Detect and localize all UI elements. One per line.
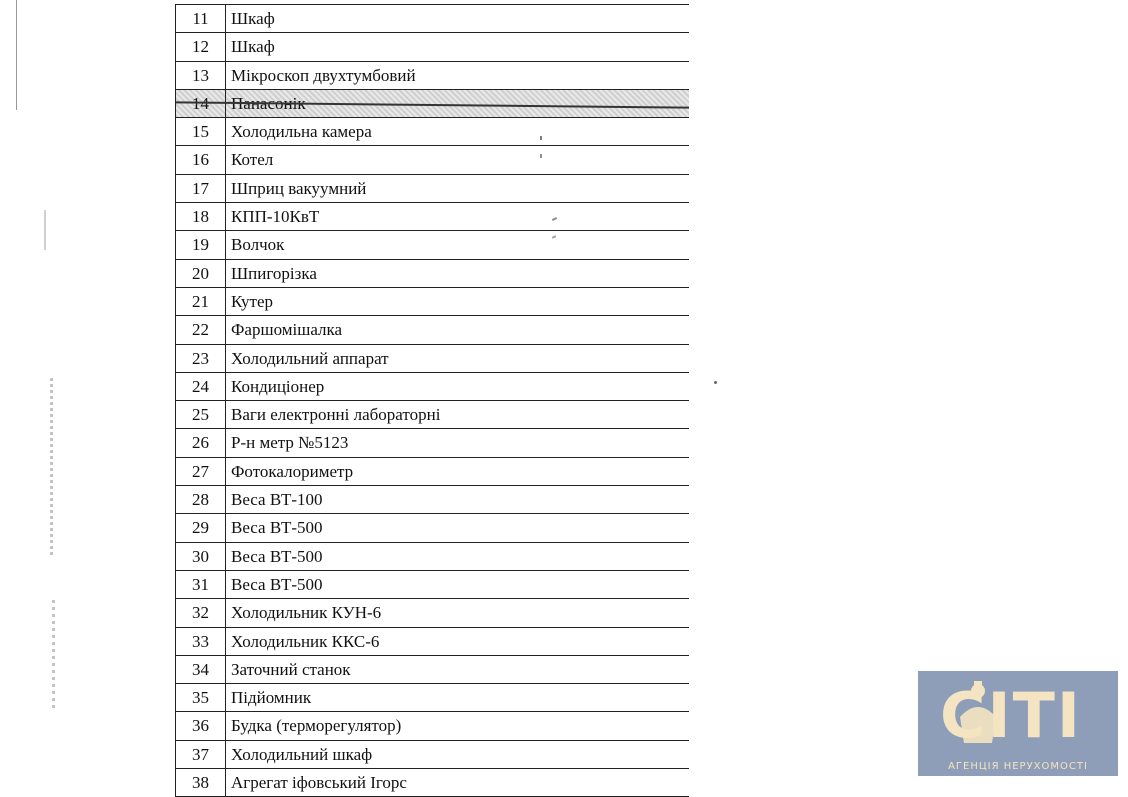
logo-wordmark: CITI: [940, 679, 1082, 752]
equipment-name: Холодильний шкаф: [231, 744, 373, 764]
equipment-name: Ваги електронні лабораторні: [231, 405, 441, 425]
row-number: 34: [176, 656, 226, 683]
row-number: 33: [176, 628, 226, 655]
equipment-name: Веса ВТ-500: [231, 546, 323, 566]
equipment-name: Веса ВТ-500: [231, 518, 323, 538]
row-number: 20: [176, 260, 226, 287]
equipment-name: Шпигорізка: [231, 263, 317, 283]
row-number: 25: [176, 401, 226, 428]
table-row: [176, 656, 689, 684]
scan-artifact: [44, 210, 46, 250]
equipment-name: Шприц вакуумний: [231, 178, 367, 198]
table-row: [176, 146, 689, 174]
table-row: [176, 90, 689, 118]
equipment-name: Мікроскоп двухтумбовий: [231, 65, 416, 85]
equipment-name: Веса ВТ-100: [231, 490, 323, 510]
equipment-name: Шкаф: [231, 37, 275, 57]
scan-artifact: [52, 600, 55, 710]
row-number: 16: [176, 146, 226, 173]
table-row: [176, 345, 689, 373]
table-row: [176, 486, 689, 514]
row-number: 12: [176, 33, 226, 60]
equipment-name: Агрегат іфовський Ігорс: [231, 773, 407, 793]
table-row: [176, 429, 689, 457]
table-row: [176, 769, 689, 797]
row-number: 30: [176, 543, 226, 570]
table-row: [176, 401, 689, 429]
table-row: [176, 118, 689, 146]
table-row: [176, 260, 689, 288]
equipment-name: Кондиціонер: [231, 376, 325, 396]
table-row: [176, 599, 689, 627]
equipment-name: Холодильна камера: [231, 122, 372, 142]
row-number: 21: [176, 288, 226, 315]
table-row: [176, 543, 689, 571]
equipment-name: Холодильний аппарат: [231, 348, 389, 368]
row-number: 17: [176, 175, 226, 202]
row-number: 11: [176, 5, 226, 32]
table-row: [176, 33, 689, 61]
table-row: [176, 373, 689, 401]
row-number: 31: [176, 571, 226, 598]
equipment-name: Веса ВТ-500: [231, 574, 323, 594]
row-number: 15: [176, 118, 226, 145]
equipment-name: Будка (терморегулятор): [231, 716, 402, 736]
row-number: 13: [176, 62, 226, 89]
row-number: 19: [176, 231, 226, 258]
row-number: 24: [176, 373, 226, 400]
row-number: 14: [176, 90, 226, 117]
scan-artifact: [50, 378, 53, 558]
table-row: [176, 712, 689, 740]
table-row: [176, 203, 689, 231]
scan-artifact: [16, 0, 17, 110]
equipment-name: КПП-10КвТ: [231, 207, 320, 227]
equipment-name: Котел: [231, 150, 274, 170]
table-row: [176, 175, 689, 203]
row-number: 38: [176, 769, 226, 796]
equipment-name: Заточний станок: [231, 659, 351, 679]
table-row: [176, 514, 689, 542]
equipment-name: Підйомник: [231, 688, 312, 708]
table-row: [176, 571, 689, 599]
row-number: 23: [176, 345, 226, 372]
row-number: 29: [176, 514, 226, 541]
logo-subtitle: АГЕНЦІЯ НЕРУХОМОСТІ: [948, 761, 1088, 772]
watermark-logo: [918, 671, 1118, 776]
row-number: 28: [176, 486, 226, 513]
table-row: [176, 5, 689, 33]
row-number: 35: [176, 684, 226, 711]
equipment-name: Холодильник ККС-6: [231, 631, 380, 651]
row-number: 27: [176, 458, 226, 485]
table-row: [176, 231, 689, 259]
table-row: [176, 684, 689, 712]
equipment-name: Фаршомішалка: [231, 320, 343, 340]
table-row: [176, 288, 689, 316]
equipment-name: Холодильник КУН-6: [231, 603, 382, 623]
scan-artifact: [714, 381, 717, 384]
table-row: [176, 316, 689, 344]
table-row: [176, 741, 689, 769]
equipment-name: Волчок: [231, 235, 285, 255]
row-number: 26: [176, 429, 226, 456]
table-row: [176, 62, 689, 90]
table-row: [176, 628, 689, 656]
row-number: 32: [176, 599, 226, 626]
row-number: 36: [176, 712, 226, 739]
table-row: [176, 458, 689, 486]
equipment-name: Шкаф: [231, 9, 275, 28]
equipment-name: Р-н метр №5123: [231, 433, 349, 453]
equipment-name: Панасонік: [231, 93, 306, 113]
equipment-name: Фотокалориметр: [231, 461, 354, 481]
row-number: 37: [176, 741, 226, 768]
row-number: 18: [176, 203, 226, 230]
equipment-table: [175, 4, 689, 797]
row-number: 22: [176, 316, 226, 343]
equipment-name: Кутер: [231, 291, 274, 311]
